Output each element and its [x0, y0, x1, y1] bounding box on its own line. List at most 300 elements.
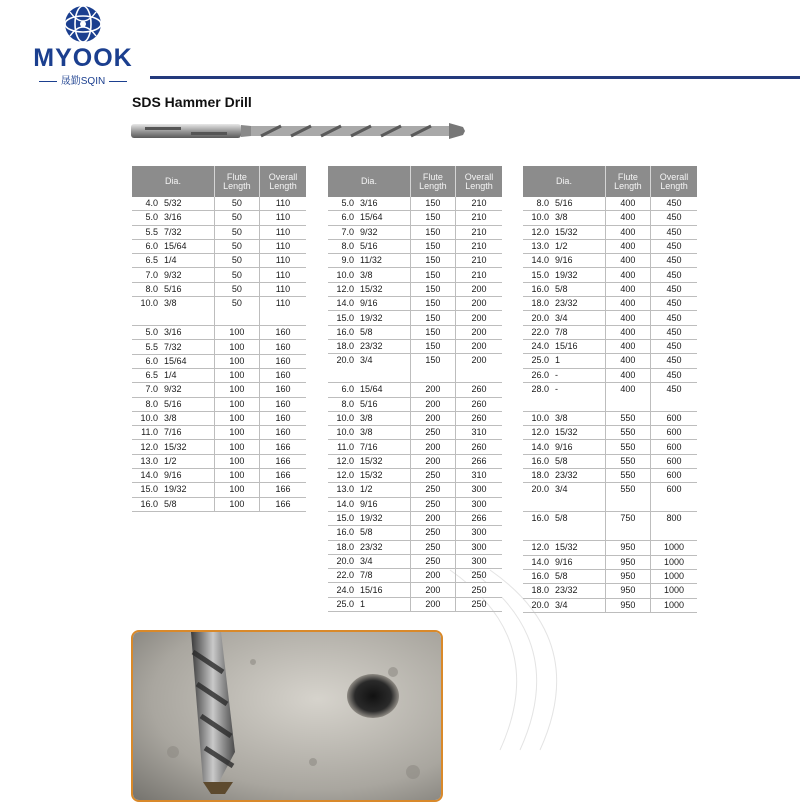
dia-inch: 5/16 — [360, 241, 378, 252]
dia-inch: 19/32 — [164, 484, 187, 495]
flute-length-cell: 400 — [605, 239, 650, 253]
dia-mm: 5.5 — [145, 341, 158, 352]
dia-cell — [132, 239, 214, 253]
table-row — [132, 411, 306, 425]
overall-length-cell: 1000 — [650, 584, 697, 598]
dia-inch: 9/16 — [360, 498, 378, 509]
flute-length-cell: 550 — [605, 469, 650, 483]
flute-length-cell: 750 — [605, 512, 650, 541]
table-row — [523, 382, 697, 411]
overall-length-cell: 160 — [259, 354, 306, 368]
flute-length-cell: 250 — [410, 540, 455, 554]
dia-inch: 23/32 — [555, 585, 578, 596]
overall-length-cell: 110 — [259, 239, 306, 253]
table-row — [328, 540, 502, 554]
dia-inch: 3/8 — [555, 413, 568, 423]
dia-cell — [328, 197, 410, 211]
table-row — [523, 339, 697, 353]
overall-length-cell: 450 — [650, 325, 697, 339]
overall-length-cell: 210 — [455, 197, 502, 211]
dia-cell — [328, 597, 410, 611]
dia-inch: 5/16 — [164, 283, 182, 294]
overall-length-cell: 166 — [259, 440, 306, 454]
overall-length-cell: 450 — [650, 311, 697, 325]
overall-length-cell: 1000 — [650, 555, 697, 569]
dia-cell — [328, 254, 410, 268]
flute-length-cell: 250 — [410, 469, 455, 483]
flute-length-cell: 950 — [605, 541, 650, 555]
table-row — [132, 497, 306, 511]
dia-cell — [523, 426, 605, 440]
dia-inch: - — [555, 369, 558, 380]
dia-inch: 5/8 — [164, 498, 177, 509]
flute-length-cell: 150 — [410, 239, 455, 253]
dia-cell — [328, 354, 410, 383]
dia-inch: 15/64 — [360, 384, 383, 395]
table-row — [523, 483, 697, 512]
flute-length-cell: 550 — [605, 454, 650, 468]
table-row — [523, 440, 697, 454]
flute-length-cell: 100 — [214, 440, 259, 454]
flute-length-cell: 400 — [605, 382, 650, 411]
dia-mm: 11.0 — [141, 427, 158, 438]
dia-inch: 9/16 — [164, 470, 182, 481]
overall-length-cell: 210 — [455, 268, 502, 282]
dia-mm: 14.0 — [140, 470, 158, 481]
dia-inch: 3/8 — [164, 413, 177, 423]
dia-mm: 8.0 — [145, 398, 158, 409]
table-row — [523, 211, 697, 225]
dia-inch: 7/8 — [555, 326, 568, 337]
spec-table-1 — [132, 166, 306, 512]
overall-length-cell: 200 — [455, 339, 502, 353]
dia-inch: 1/4 — [164, 370, 177, 381]
spec-table-2 — [328, 166, 502, 612]
table-row — [328, 268, 502, 282]
flute-length-cell: 50 — [214, 268, 259, 282]
dia-mm: 8.0 — [536, 198, 549, 209]
overall-length-cell: 300 — [455, 540, 502, 554]
table-row — [523, 197, 697, 211]
table-row — [132, 225, 306, 239]
flute-length-cell: 50 — [214, 211, 259, 225]
table-row — [523, 411, 697, 425]
dia-mm: 14.0 — [531, 255, 549, 266]
flute-length-cell: 150 — [410, 325, 455, 339]
flute-length-cell: 100 — [214, 326, 259, 340]
dia-inch: 5/8 — [555, 283, 568, 294]
table-row — [328, 254, 502, 268]
flute-length-cell: 200 — [410, 440, 455, 454]
dia-cell — [523, 339, 605, 353]
table-row — [328, 297, 502, 311]
overall-length-cell: 260 — [455, 440, 502, 454]
dia-inch: 9/32 — [360, 226, 378, 237]
flute-length-cell: 150 — [410, 225, 455, 239]
overall-length-cell: 310 — [455, 426, 502, 440]
table-row — [328, 511, 502, 525]
dia-mm: 12.0 — [336, 455, 354, 466]
overall-length-cell: 1000 — [650, 598, 697, 612]
flute-length-cell: 200 — [410, 511, 455, 525]
table-row — [328, 526, 502, 540]
dia-cell — [523, 368, 605, 382]
dia-mm: 13.0 — [140, 455, 158, 466]
flute-length-cell: 400 — [605, 297, 650, 311]
flute-length-cell: 950 — [605, 569, 650, 583]
overall-length-cell: 310 — [455, 469, 502, 483]
dia-inch: 15/16 — [360, 584, 383, 595]
dia-inch: 5/16 — [360, 398, 378, 409]
dia-cell — [132, 440, 214, 454]
table-row — [523, 512, 697, 541]
overall-length-cell: 166 — [259, 483, 306, 497]
dia-cell — [132, 454, 214, 468]
dia-cell — [523, 311, 605, 325]
flute-length-cell: 50 — [214, 282, 259, 296]
table-row — [328, 197, 502, 211]
dia-cell — [132, 368, 214, 382]
overall-length-cell: 110 — [259, 282, 306, 296]
dia-inch: 7/32 — [164, 226, 182, 237]
dia-cell — [328, 540, 410, 554]
flute-length-cell: 400 — [605, 282, 650, 296]
drill-bit-image — [131, 118, 471, 146]
flute-length-cell: 200 — [410, 454, 455, 468]
dia-inch: 3/4 — [360, 355, 373, 366]
dia-cell — [132, 197, 214, 211]
table-row — [523, 254, 697, 268]
table-row — [328, 383, 502, 397]
dia-inch: 3/4 — [555, 312, 568, 323]
table-row — [132, 239, 306, 253]
dia-cell — [132, 354, 214, 368]
dia-inch: 15/64 — [164, 355, 187, 366]
dia-mm: 20.0 — [531, 599, 549, 610]
dia-mm: 15.0 — [531, 269, 549, 280]
dia-mm: 16.0 — [336, 326, 354, 337]
flute-length-cell: 400 — [605, 354, 650, 368]
table-row — [523, 225, 697, 239]
dia-mm: 16.0 — [531, 455, 549, 466]
overall-length-cell: 200 — [455, 297, 502, 311]
flute-length-cell: 950 — [605, 598, 650, 612]
spec-table-3 — [523, 166, 697, 613]
flute-length-cell: 100 — [214, 454, 259, 468]
dia-cell — [523, 268, 605, 282]
dia-inch: 19/32 — [360, 513, 383, 524]
dia-cell — [328, 569, 410, 583]
dia-mm: 18.0 — [531, 585, 549, 596]
table-row — [132, 483, 306, 497]
overall-length-cell: 450 — [650, 282, 697, 296]
table-row — [523, 469, 697, 483]
flute-length-cell: 150 — [410, 311, 455, 325]
overall-length-cell: 110 — [259, 197, 306, 211]
table-row — [328, 597, 502, 611]
overall-length-cell: 160 — [259, 426, 306, 440]
dia-inch: 23/32 — [555, 298, 578, 309]
dia-inch: 23/32 — [555, 470, 578, 481]
dia-mm: 6.0 — [145, 241, 158, 252]
flute-length-cell: 950 — [605, 555, 650, 569]
table-row — [523, 239, 697, 253]
dia-mm: 18.0 — [336, 541, 354, 552]
dia-mm: 10.0 — [336, 413, 354, 423]
dia-inch: 9/16 — [555, 441, 573, 452]
header-overall-length: Overall Length — [650, 166, 697, 197]
table-row — [132, 454, 306, 468]
dia-mm: 25.0 — [531, 355, 549, 366]
dia-cell — [523, 454, 605, 468]
dia-mm: 20.0 — [531, 484, 549, 495]
table-row — [523, 297, 697, 311]
dia-mm: 20.0 — [531, 312, 549, 323]
table-row — [328, 397, 502, 411]
overall-length-cell: 600 — [650, 483, 697, 512]
dia-inch: 3/8 — [360, 413, 373, 423]
flute-length-cell: 100 — [214, 483, 259, 497]
dia-cell — [523, 197, 605, 211]
table-row — [523, 569, 697, 583]
dia-cell — [523, 440, 605, 454]
header-dia: Dia. — [523, 166, 605, 197]
table-row — [523, 541, 697, 555]
dia-inch: 3/4 — [360, 555, 373, 566]
table-row — [132, 397, 306, 411]
dia-inch: 9/16 — [555, 556, 573, 567]
flute-length-cell: 400 — [605, 197, 650, 211]
dia-inch: 5/8 — [555, 513, 568, 524]
table-row — [328, 497, 502, 511]
dia-mm: 12.0 — [140, 441, 158, 452]
flute-length-cell: 200 — [410, 397, 455, 411]
dia-mm: 18.0 — [531, 470, 549, 481]
dia-cell — [523, 225, 605, 239]
dia-inch: 5/16 — [164, 398, 182, 409]
dia-mm: 12.0 — [336, 283, 354, 294]
flute-length-cell: 550 — [605, 483, 650, 512]
dia-cell — [523, 282, 605, 296]
dia-cell — [328, 311, 410, 325]
dia-inch: 1 — [360, 598, 366, 609]
dia-cell — [328, 239, 410, 253]
dia-inch: 3/8 — [555, 212, 568, 223]
dia-inch: 11/32 — [360, 255, 382, 266]
flute-length-cell: 400 — [605, 311, 650, 325]
dia-cell — [523, 382, 605, 411]
overall-length-cell: 110 — [259, 211, 306, 225]
overall-length-cell: 450 — [650, 368, 697, 382]
dia-inch: 15/32 — [555, 226, 578, 237]
dia-inch: 1/2 — [360, 484, 373, 495]
dia-mm: 8.0 — [145, 283, 158, 294]
dia-cell — [328, 469, 410, 483]
table-row — [132, 469, 306, 483]
dia-cell — [132, 411, 214, 425]
table-row — [328, 239, 502, 253]
overall-length-cell: 250 — [455, 569, 502, 583]
overall-length-cell: 110 — [259, 254, 306, 268]
dia-mm: 10.0 — [531, 212, 549, 223]
dia-mm: 18.0 — [336, 341, 354, 352]
dia-inch: 3/16 — [164, 327, 182, 338]
dia-cell — [523, 555, 605, 569]
flute-length-cell: 100 — [214, 354, 259, 368]
flute-length-cell: 200 — [410, 597, 455, 611]
overall-length-cell: 1000 — [650, 569, 697, 583]
dia-inch: 9/16 — [360, 298, 378, 309]
table-row — [328, 354, 502, 383]
dia-mm: 7.0 — [145, 384, 158, 395]
flute-length-cell: 250 — [410, 497, 455, 511]
overall-length-cell: 450 — [650, 239, 697, 253]
dia-mm: 4.0 — [145, 198, 158, 209]
dia-mm: 5.5 — [145, 226, 158, 237]
header-overall-length: Overall Length — [455, 166, 502, 197]
dia-mm: 10.0 — [140, 298, 158, 309]
overall-length-cell: 800 — [650, 512, 697, 541]
header-divider — [150, 76, 800, 79]
table-row — [523, 325, 697, 339]
flute-length-cell: 50 — [214, 225, 259, 239]
flute-length-cell: 100 — [214, 497, 259, 511]
overall-length-cell: 450 — [650, 297, 697, 311]
dia-cell — [523, 541, 605, 555]
dia-cell — [328, 583, 410, 597]
overall-length-cell: 600 — [650, 454, 697, 468]
dia-mm: 28.0 — [531, 383, 549, 394]
flute-length-cell: 250 — [410, 554, 455, 568]
flute-length-cell: 150 — [410, 354, 455, 383]
dia-mm: 15.0 — [336, 312, 354, 323]
overall-length-cell: 110 — [259, 225, 306, 239]
table-row — [132, 211, 306, 225]
flute-length-cell: 150 — [410, 268, 455, 282]
dia-mm: 8.0 — [341, 398, 354, 409]
table-row — [523, 555, 697, 569]
dia-cell — [523, 411, 605, 425]
dia-inch: 1/2 — [555, 241, 568, 252]
dia-inch: 5/8 — [360, 326, 373, 337]
flute-length-cell: 250 — [410, 426, 455, 440]
header-flute-length: Flute Length — [214, 166, 259, 197]
table-row — [328, 225, 502, 239]
dia-mm: 26.0 — [531, 369, 549, 380]
flute-length-cell: 400 — [605, 268, 650, 282]
flute-length-cell: 150 — [410, 339, 455, 353]
table-row — [132, 326, 306, 340]
dia-cell — [523, 239, 605, 253]
flute-length-cell: 100 — [214, 426, 259, 440]
overall-length-cell: 450 — [650, 339, 697, 353]
flute-length-cell: 100 — [214, 383, 259, 397]
dia-cell — [523, 211, 605, 225]
dia-cell — [132, 268, 214, 282]
concrete-drilling-photo — [131, 630, 443, 802]
dia-mm: 22.0 — [531, 326, 549, 337]
table-row — [132, 340, 306, 354]
table-row — [523, 311, 697, 325]
table-row — [328, 469, 502, 483]
dia-inch: 7/16 — [360, 441, 378, 452]
dia-inch: 3/16 — [360, 198, 378, 209]
overall-length-cell: 200 — [455, 282, 502, 296]
flute-length-cell: 100 — [214, 397, 259, 411]
dia-mm: 10.0 — [531, 413, 549, 423]
dia-inch: 19/32 — [555, 269, 578, 280]
dia-cell — [132, 297, 214, 326]
dia-inch: 15/32 — [360, 455, 383, 466]
dia-cell — [523, 483, 605, 512]
dia-cell — [523, 325, 605, 339]
flute-length-cell: 100 — [214, 368, 259, 382]
overall-length-cell: 166 — [259, 497, 306, 511]
header-dia: Dia. — [328, 166, 410, 197]
globe-logo-icon — [62, 4, 104, 44]
overall-length-cell: 300 — [455, 483, 502, 497]
dia-inch: 3/8 — [360, 427, 373, 438]
dia-mm: 13.0 — [531, 241, 549, 252]
dia-inch: 7/16 — [164, 427, 182, 438]
overall-length-cell: 250 — [455, 583, 502, 597]
table-row — [523, 598, 697, 612]
dia-mm: 6.5 — [145, 255, 158, 266]
dia-inch: 9/32 — [164, 269, 182, 280]
flute-length-cell: 250 — [410, 526, 455, 540]
flute-length-cell: 150 — [410, 282, 455, 296]
dia-mm: 16.0 — [531, 571, 549, 582]
dia-mm: 13.0 — [336, 484, 354, 495]
table-row — [328, 282, 502, 296]
dia-cell — [132, 469, 214, 483]
dia-mm: 11.0 — [337, 441, 354, 452]
table-row — [132, 383, 306, 397]
dia-cell — [328, 440, 410, 454]
flute-length-cell: 200 — [410, 583, 455, 597]
header-flute-length: Flute Length — [605, 166, 650, 197]
overall-length-cell: 250 — [455, 597, 502, 611]
flute-length-cell: 50 — [214, 254, 259, 268]
overall-length-cell: 260 — [455, 383, 502, 397]
table-row — [523, 368, 697, 382]
flute-length-cell: 400 — [605, 254, 650, 268]
dia-cell — [523, 584, 605, 598]
overall-length-cell: 160 — [259, 383, 306, 397]
flute-length-cell: 150 — [410, 297, 455, 311]
flute-length-cell: 400 — [605, 339, 650, 353]
dia-inch: - — [555, 383, 558, 394]
table-row — [132, 426, 306, 440]
table-row — [132, 282, 306, 296]
dia-cell — [328, 325, 410, 339]
table-row — [523, 282, 697, 296]
flute-length-cell: 400 — [605, 325, 650, 339]
dia-inch: 15/32 — [555, 542, 578, 553]
overall-length-cell: 210 — [455, 225, 502, 239]
overall-length-cell: 450 — [650, 211, 697, 225]
dia-inch: 5/32 — [164, 198, 182, 209]
dia-mm: 24.0 — [531, 341, 549, 352]
dia-cell — [132, 483, 214, 497]
brand-logo — [28, 4, 138, 87]
table-row — [328, 211, 502, 225]
overall-length-cell: 160 — [259, 340, 306, 354]
header-overall-length: Overall Length — [259, 166, 306, 197]
table-row — [132, 254, 306, 268]
dia-cell — [328, 383, 410, 397]
dia-inch: 3/4 — [555, 484, 568, 495]
